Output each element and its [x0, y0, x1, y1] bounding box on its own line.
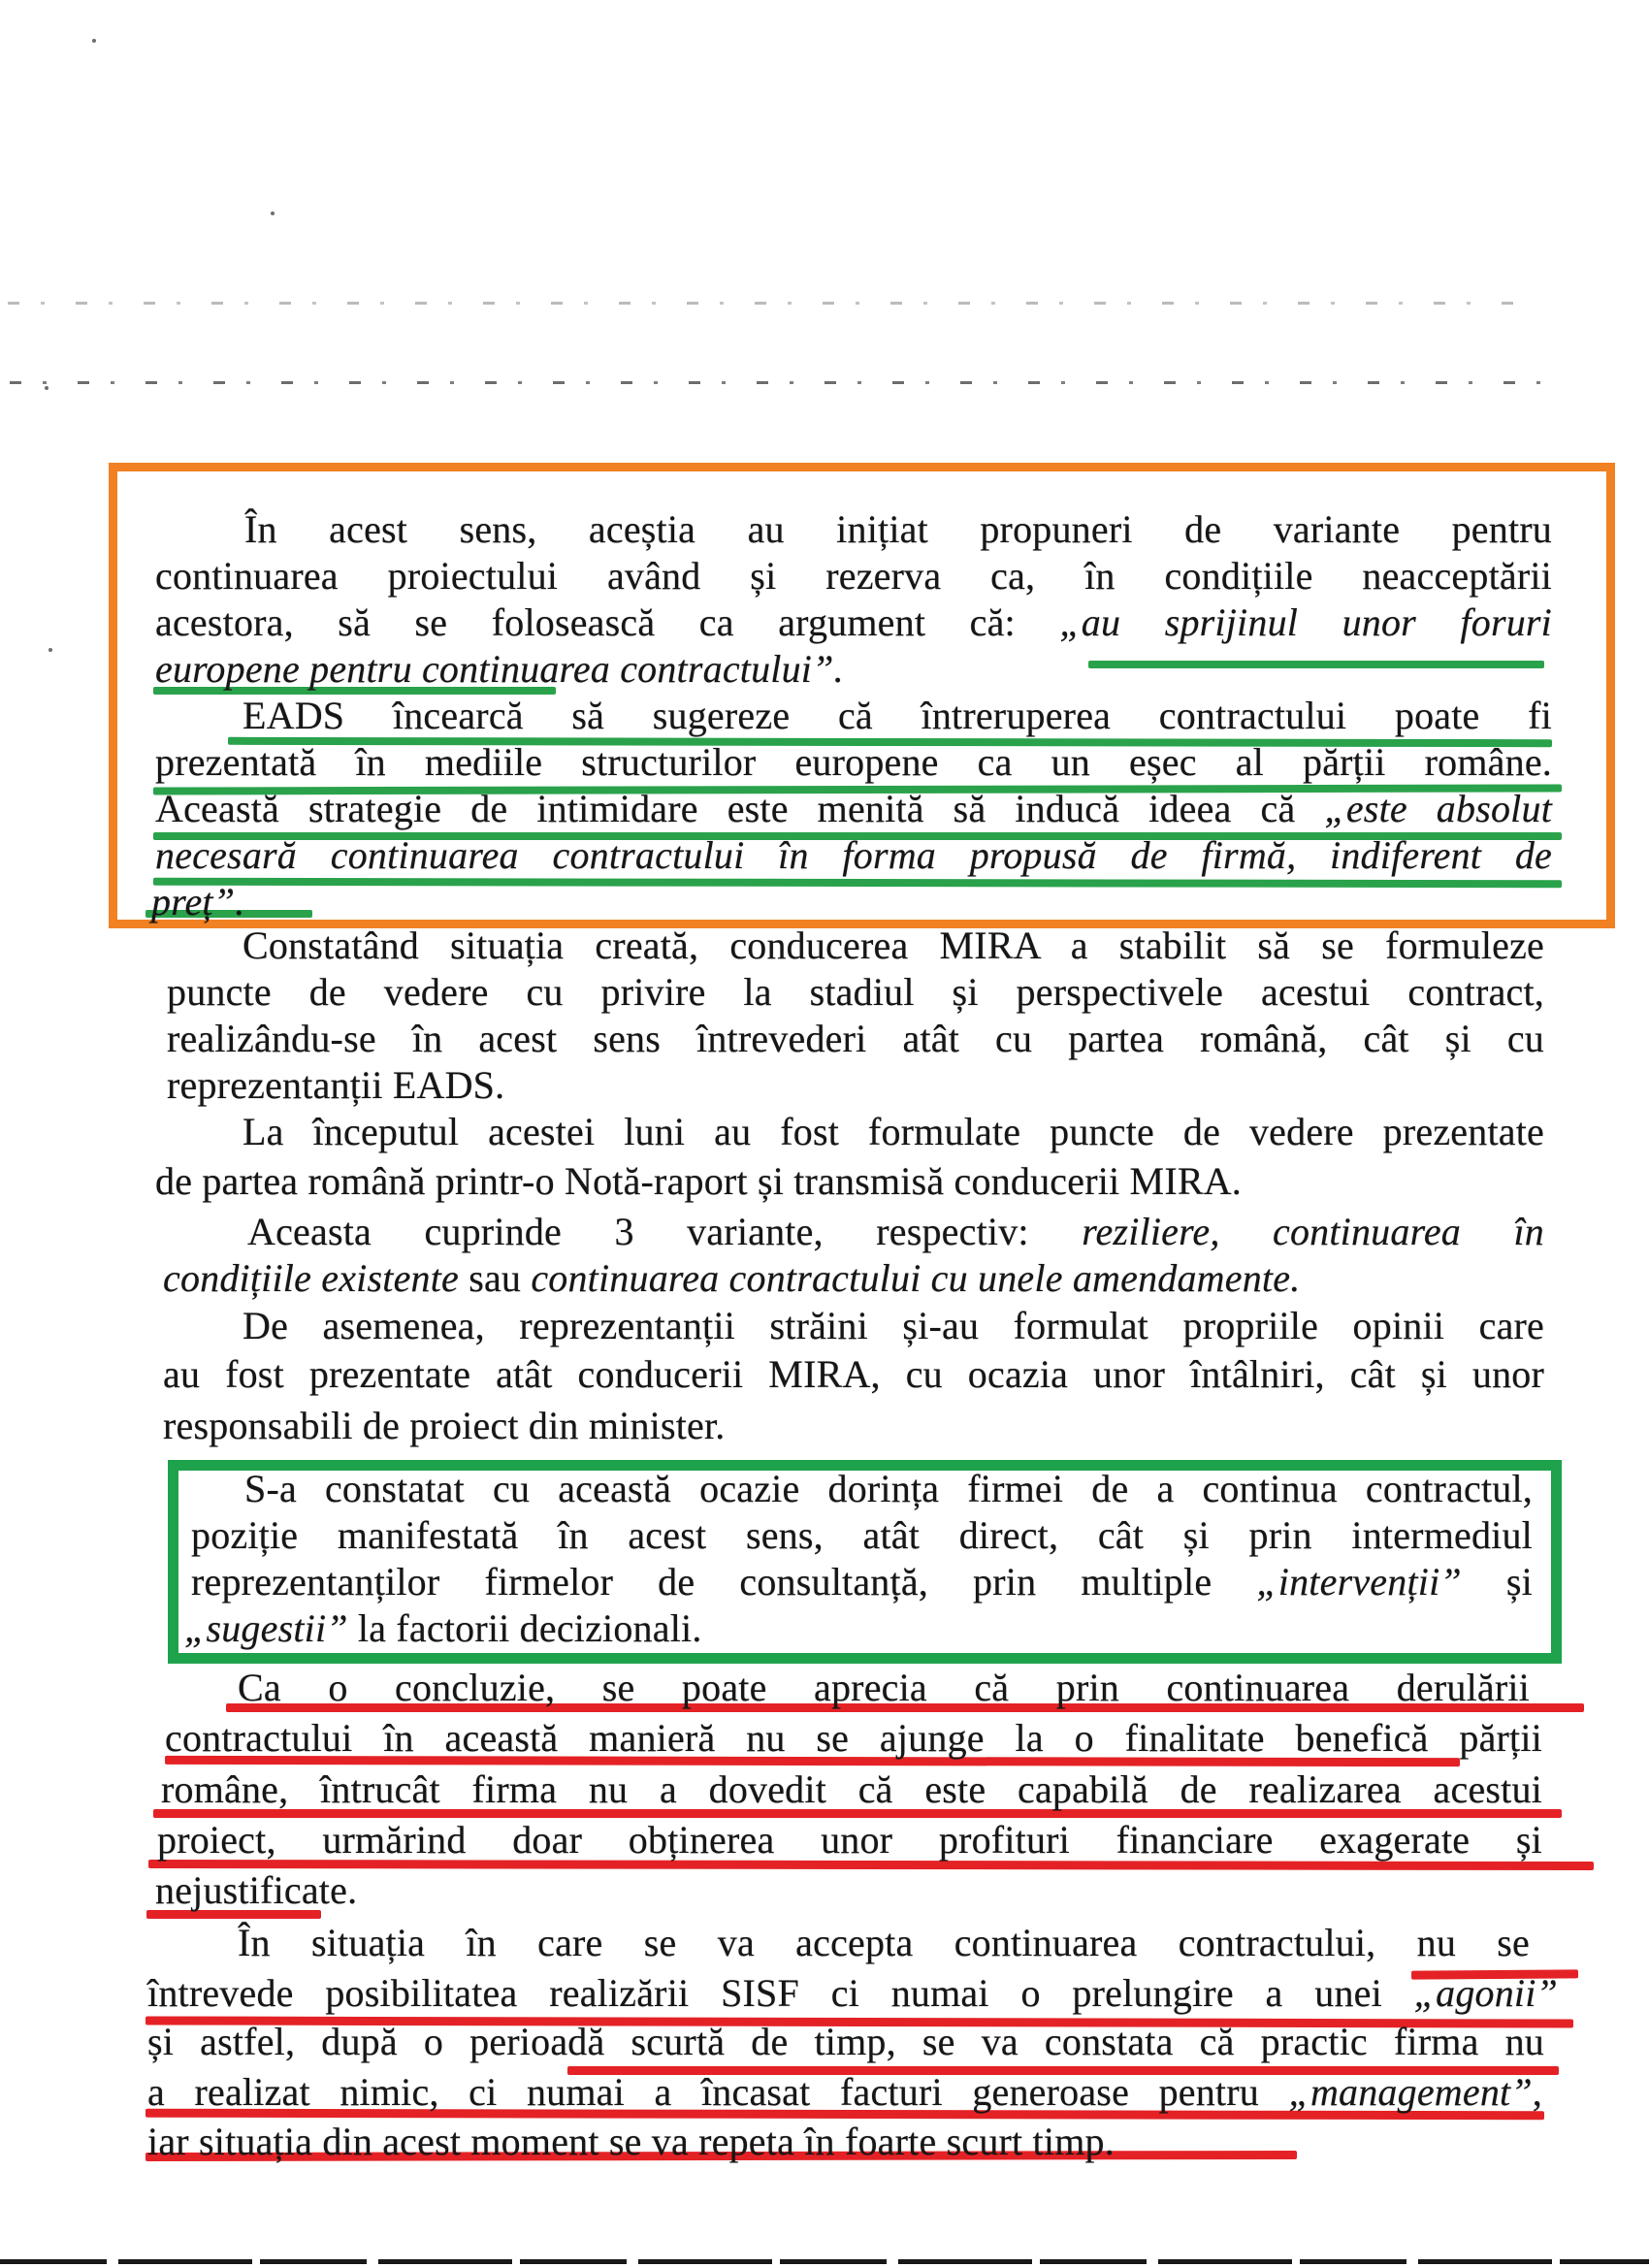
- text-run: ,: [1532, 2070, 1542, 2114]
- text-run: realizându-se în acest sens întrevederi atât cu partea română, cât și cu: [167, 1017, 1544, 1060]
- text-run: reprezentanților firmelor de consultanță, prin multiple: [191, 1560, 1257, 1604]
- text-line: [147, 2019, 1544, 2065]
- text-line: [157, 1817, 1542, 1863]
- text-run: Ca o concluzie, se poate aprecia că prin continuarea derulării: [238, 1666, 1530, 1709]
- text-line: [242, 1303, 1544, 1349]
- text-line: [155, 553, 1552, 599]
- text-line: [238, 1920, 1530, 1966]
- text-run: continuarea proiectului având și rezerva ca, în condițiile neacceptării: [155, 554, 1552, 598]
- text-run-italic: necesară continuarea contractului în forma propusă de firmă, indiferent de: [155, 833, 1552, 877]
- text-run: nejustificate.: [155, 1868, 358, 1912]
- text-line: [238, 1665, 1530, 1711]
- text-run: poziție manifestată în acest sens, atât direct, cât și prin intermediul: [191, 1513, 1533, 1557]
- text-line: [167, 1062, 504, 1109]
- text-run: iar situația din acest moment se va repeta în foarte scurt timp.: [147, 2120, 1115, 2163]
- text-run: au fost prezentate atât conducerii MIRA, cu ocazia unor întâlniri, cât și unor: [163, 1352, 1544, 1396]
- text-run: EADS încearcă să sugereze că întreruperea contractului poate fi: [242, 694, 1552, 737]
- text-line: [244, 1466, 1533, 1512]
- text-run: responsabili de proiect din minister.: [163, 1404, 726, 1447]
- text-line: [155, 786, 1552, 832]
- text-run: a realizat nimic, ci numai a încasat facturi generoase pentru: [147, 2070, 1289, 2114]
- text-line: [155, 1158, 1242, 1205]
- text-run: acestora, să se folosească ca argument că:: [155, 600, 1060, 644]
- text-run-italic: „este absolut: [1324, 787, 1553, 830]
- text-line: [155, 599, 1552, 646]
- text-run: contractului în această manieră nu se ajunge la o finalitate benefică părții: [165, 1716, 1542, 1760]
- scan-edge-line: [0, 2259, 1649, 2264]
- text-line: [167, 969, 1544, 1016]
- text-run: la factorii decizionali.: [347, 1606, 702, 1650]
- text-run: Aceasta cuprinde 3 variante, respectiv:: [247, 1210, 1083, 1253]
- text-run: prezentată în mediile structurilor europene ca un eșec al părții române.: [155, 740, 1552, 784]
- text-line: [167, 1016, 1544, 1062]
- text-line: [242, 693, 1552, 739]
- text-line: [155, 1867, 357, 1914]
- text-line: [242, 923, 1544, 969]
- text-line: [163, 1403, 726, 1449]
- text-line: [151, 879, 244, 925]
- text-line: [242, 1109, 1544, 1155]
- scan-speck: [48, 648, 52, 652]
- green-underline-annotation: [1088, 661, 1544, 668]
- text-run-italic: continuarea contractului cu unele amendamente.: [531, 1256, 1301, 1300]
- text-run: puncte de vedere cu privire la stadiul și perspectivele acestui contract,: [167, 970, 1544, 1014]
- text-run: În situația în care se va accepta continuarea contractului, nu se: [238, 1921, 1530, 1964]
- text-line: [165, 1715, 1542, 1762]
- text-run: și: [1461, 1560, 1533, 1604]
- text-line: [155, 832, 1552, 879]
- text-run: sau: [459, 1256, 532, 1300]
- text-run: Constatând situația creată, conducerea MIRA a stabilit să se formuleze: [242, 923, 1544, 967]
- text-line: [191, 1512, 1533, 1559]
- text-run-italic: „intervenții”: [1256, 1560, 1462, 1604]
- text-line: [147, 2119, 1115, 2165]
- text-run: De asemenea, reprezentanții străini și-au formulat propriile opinii care: [242, 1304, 1544, 1347]
- scan-speck: [92, 39, 96, 43]
- text-run-italic: condițiile existente: [163, 1256, 459, 1300]
- text-run: În acest sens, aceștia au inițiat propuneri de variante pentru: [244, 507, 1552, 551]
- text-run: S-a constatat cu această ocazie dorința firmei de a continua contractul,: [244, 1467, 1533, 1510]
- scan-speck: [271, 211, 275, 215]
- text-line: [161, 1766, 1542, 1813]
- text-run: proiect, urmărind doar obținerea unor profituri financiare exagerate și: [157, 1818, 1542, 1862]
- text-line: [147, 2069, 1542, 2116]
- text-line: [184, 1605, 702, 1652]
- scan-speck: [45, 386, 48, 390]
- text-run-italic: preț”.: [151, 880, 245, 923]
- text-run: române, întrucât firma nu a dovedit că este capabilă de realizarea acestui: [161, 1767, 1542, 1811]
- text-run-italic: „au sprijinul unor foruri: [1059, 600, 1552, 644]
- text-run: Această strategie de intimidare este menită să inducă ideea că: [155, 787, 1325, 830]
- text-run: La începutul acestei luni au fost formulate puncte de vedere prezentate: [242, 1110, 1544, 1153]
- text-run-italic: „sugestii”: [184, 1606, 348, 1650]
- scan-dotted-line: [8, 302, 1521, 305]
- text-run-italic: reziliere, continuarea în: [1082, 1210, 1544, 1253]
- text-run: reprezentanții EADS.: [167, 1063, 505, 1107]
- text-line: [163, 1255, 1300, 1302]
- text-line: [244, 506, 1552, 553]
- text-run-italic: europene pentru continuarea contractului”.: [155, 647, 844, 691]
- text-line: [247, 1209, 1544, 1255]
- text-run: întrevede posibilitatea realizării SISF ci numai o prelungire a unei: [147, 1971, 1414, 2015]
- text-run-italic: „agonii”: [1413, 1971, 1558, 2015]
- text-run: de partea română printr-o Notă-raport și transmisă conducerii MIRA.: [155, 1159, 1243, 1203]
- text-line: [147, 1970, 1558, 2017]
- text-line: [163, 1351, 1544, 1398]
- text-run: și astfel, după o perioadă scurtă de timp, se va constata că practic firma nu: [147, 2020, 1544, 2063]
- text-line: [155, 646, 844, 693]
- text-line: [155, 739, 1552, 786]
- text-run-italic: „management”: [1288, 2070, 1533, 2114]
- text-line: [191, 1559, 1533, 1605]
- scan-dotted-line: [10, 381, 1542, 384]
